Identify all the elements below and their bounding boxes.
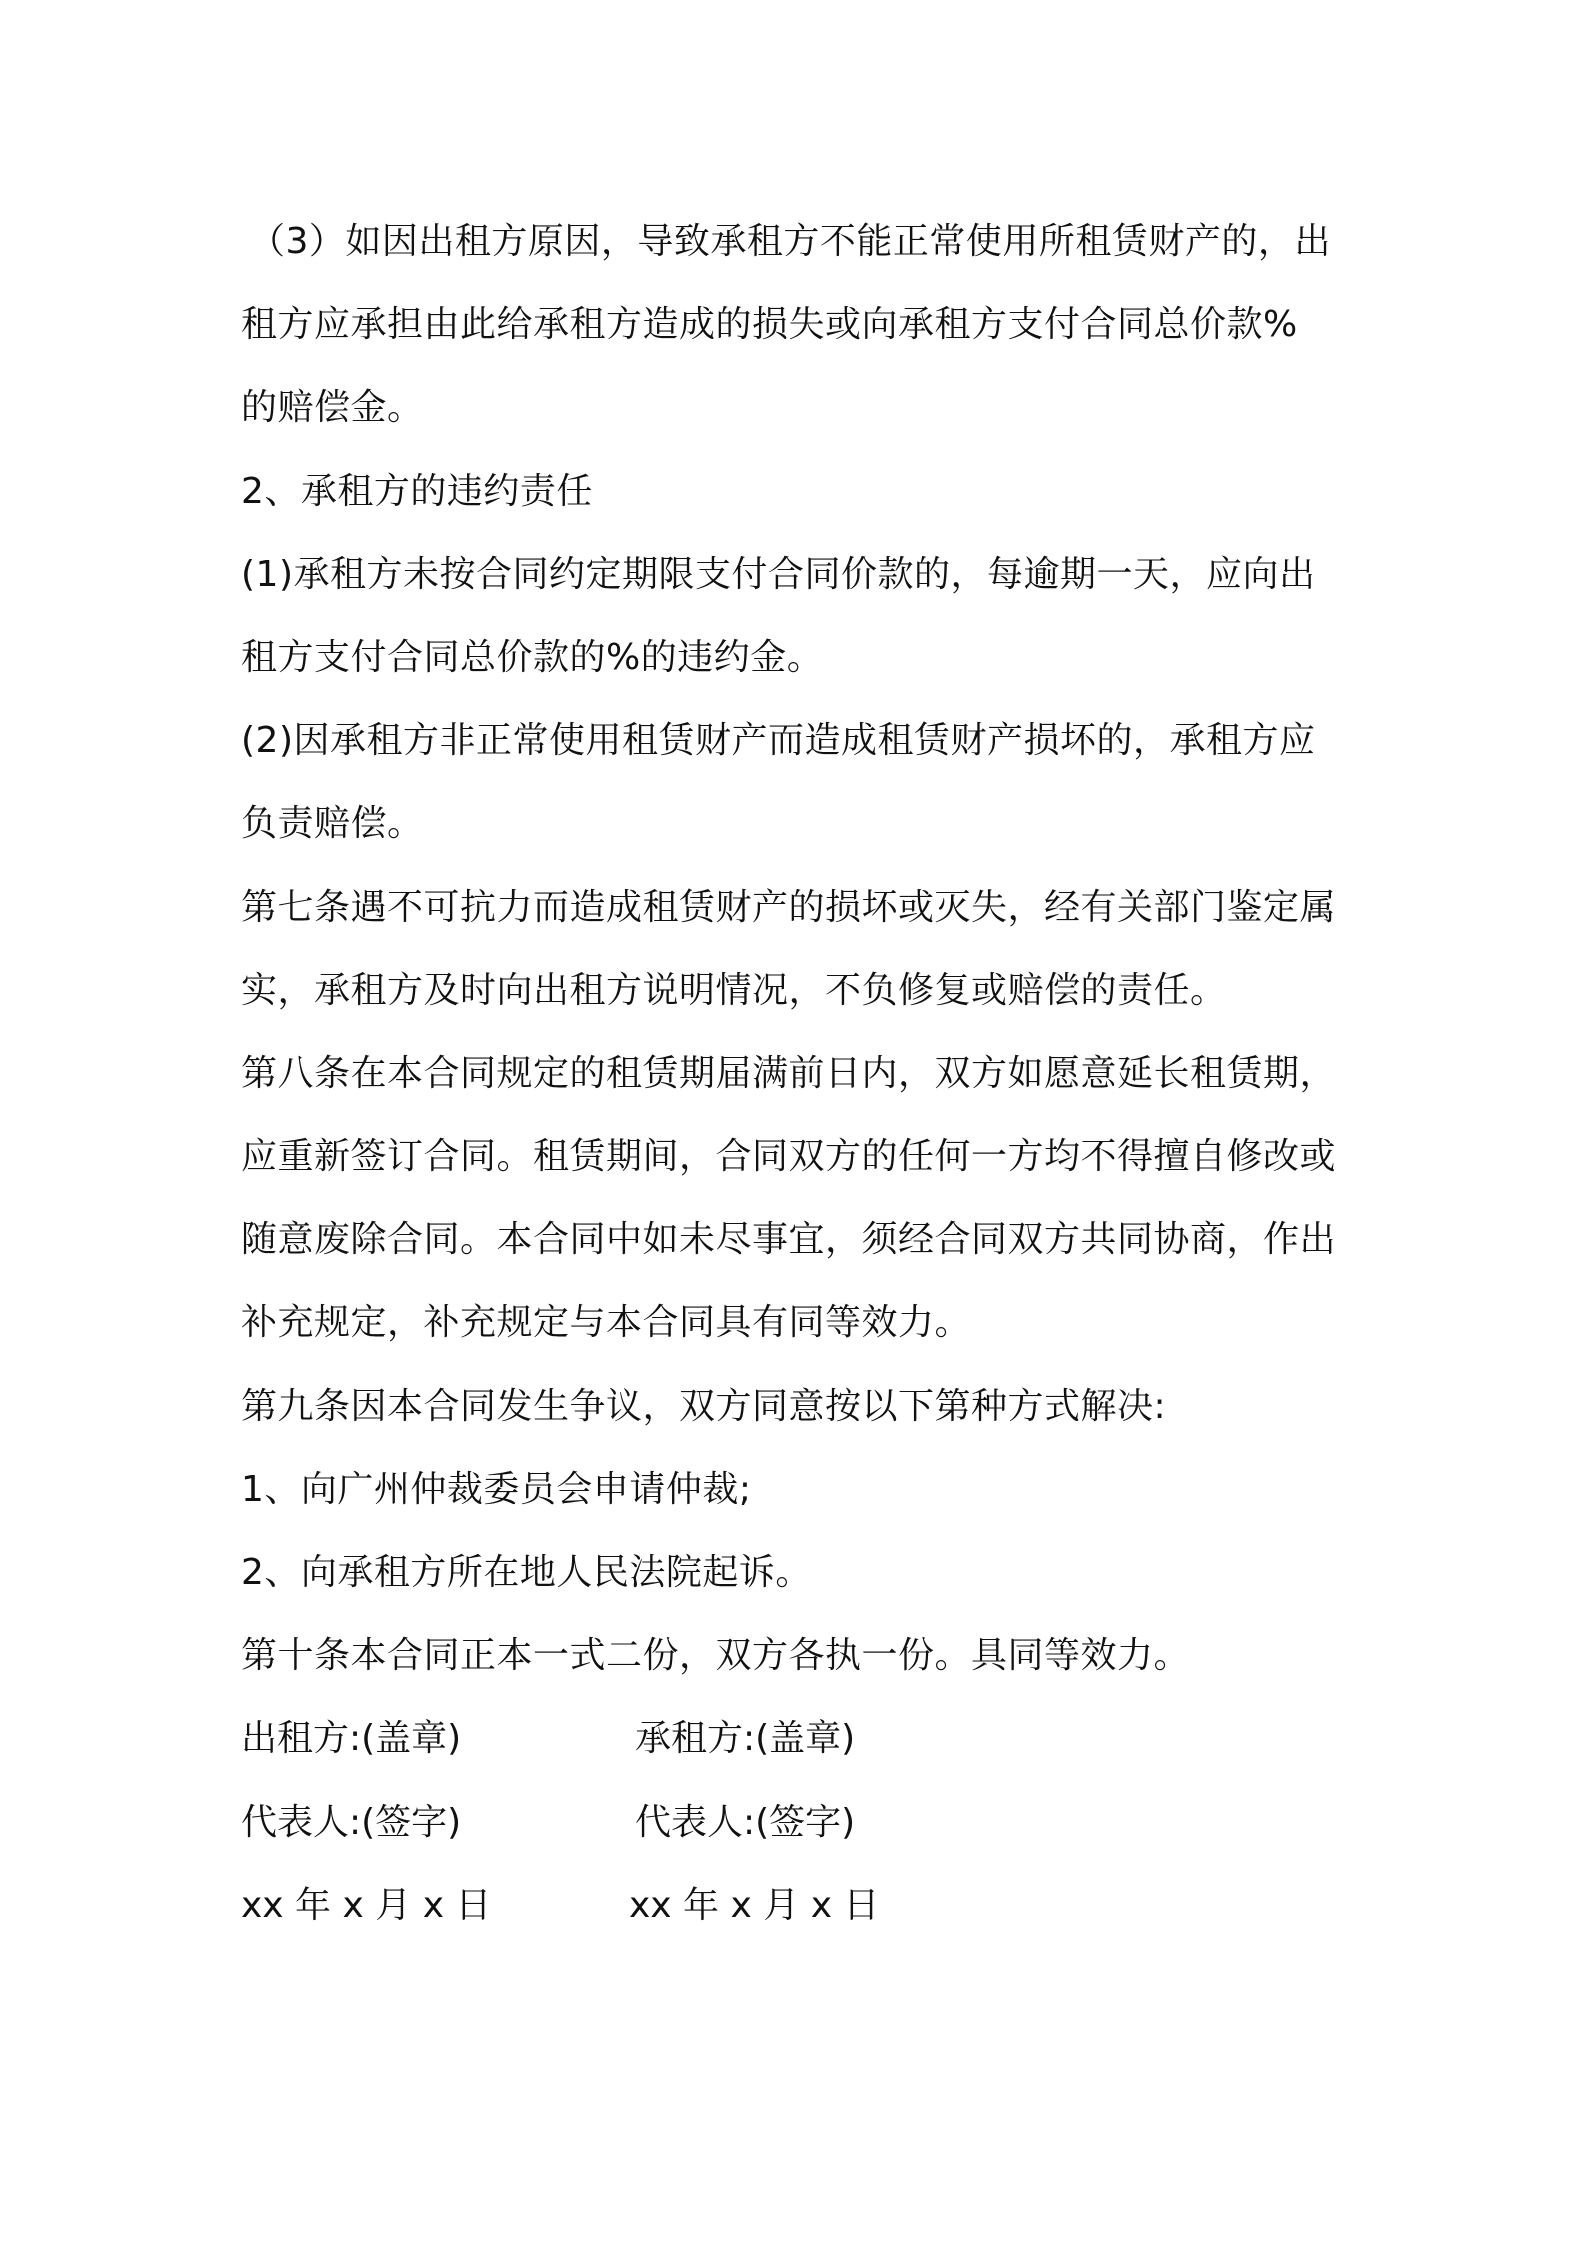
article-seven-line: 第七条遇不可抗力而造成租赁财产的损坏或灭失，经有关部门鉴定属 — [241, 886, 1337, 928]
lessor-seal-label: 出租方:(盖章) — [241, 1718, 462, 1760]
paragraph-line: （3）如因出租方原因，导致承租方不能正常使用所租赁财产的，出 — [249, 221, 1331, 262]
lessee-seal-label: 承租方:(盖章) — [635, 1718, 856, 1760]
paragraph-line: 租方支付合同总价款的%的违约金。 — [241, 636, 824, 678]
paragraph-line: 随意废除合同。本合同中如未尽事宜，须经合同双方共同协商，作出 — [241, 1219, 1337, 1261]
lessor-date-label: xx 年 x 月 x 日 — [241, 1884, 492, 1926]
signature-date-row — [241, 1864, 1361, 1947]
paragraph-line: 补充规定，补充规定与本合同具有同等效力。 — [241, 1302, 972, 1344]
paragraph-line: 租方应承担由此给承租方造成的损失或向承租方支付合同总价款% — [241, 304, 1298, 346]
contract-body — [241, 200, 1361, 1947]
article-nine-line: 第九条因本合同发生争议，双方同意按以下第种方式解决: — [241, 1385, 1167, 1427]
article-eight-line: 第八条在本合同规定的租赁期届满前日内，双方如愿意延长租赁期， — [241, 1052, 1337, 1094]
paragraph-line: 负责赔偿。 — [241, 803, 424, 845]
list-item: 2、向承租方所在地人民法院起诉。 — [241, 1552, 812, 1593]
paragraph-line: 的赔偿金。 — [241, 387, 424, 429]
article-ten-line: 第十条本合同正本一式二份，双方各执一份。具同等效力。 — [241, 1635, 1191, 1677]
paragraph-line: 应重新签订合同。租赁期间，合同双方的任何一方均不得擅自修改或 — [241, 1136, 1337, 1178]
lessee-rep-label: 代表人:(签字) — [635, 1801, 856, 1843]
paragraph-line: 实，承租方及时向出租方说明情况，不负修复或赔偿的责任。 — [241, 969, 1227, 1011]
paragraph-line: (1)承租方未按合同约定期限支付合同价款的，每逾期一天，应向出 — [241, 553, 1316, 595]
lessee-date-label: xx 年 x 月 x 日 — [629, 1884, 880, 1926]
lessor-rep-label: 代表人:(签字) — [241, 1801, 462, 1843]
section-heading: 2、承租方的违约责任 — [241, 470, 593, 512]
signature-seal-row — [241, 1697, 1361, 1780]
paragraph-line: (2)因承租方非正常使用租赁财产而造成租赁财产损坏的，承租方应 — [241, 720, 1316, 762]
signature-rep-row — [241, 1781, 1361, 1864]
list-item: 1、向广州仲裁委员会申请仲裁; — [241, 1468, 752, 1510]
